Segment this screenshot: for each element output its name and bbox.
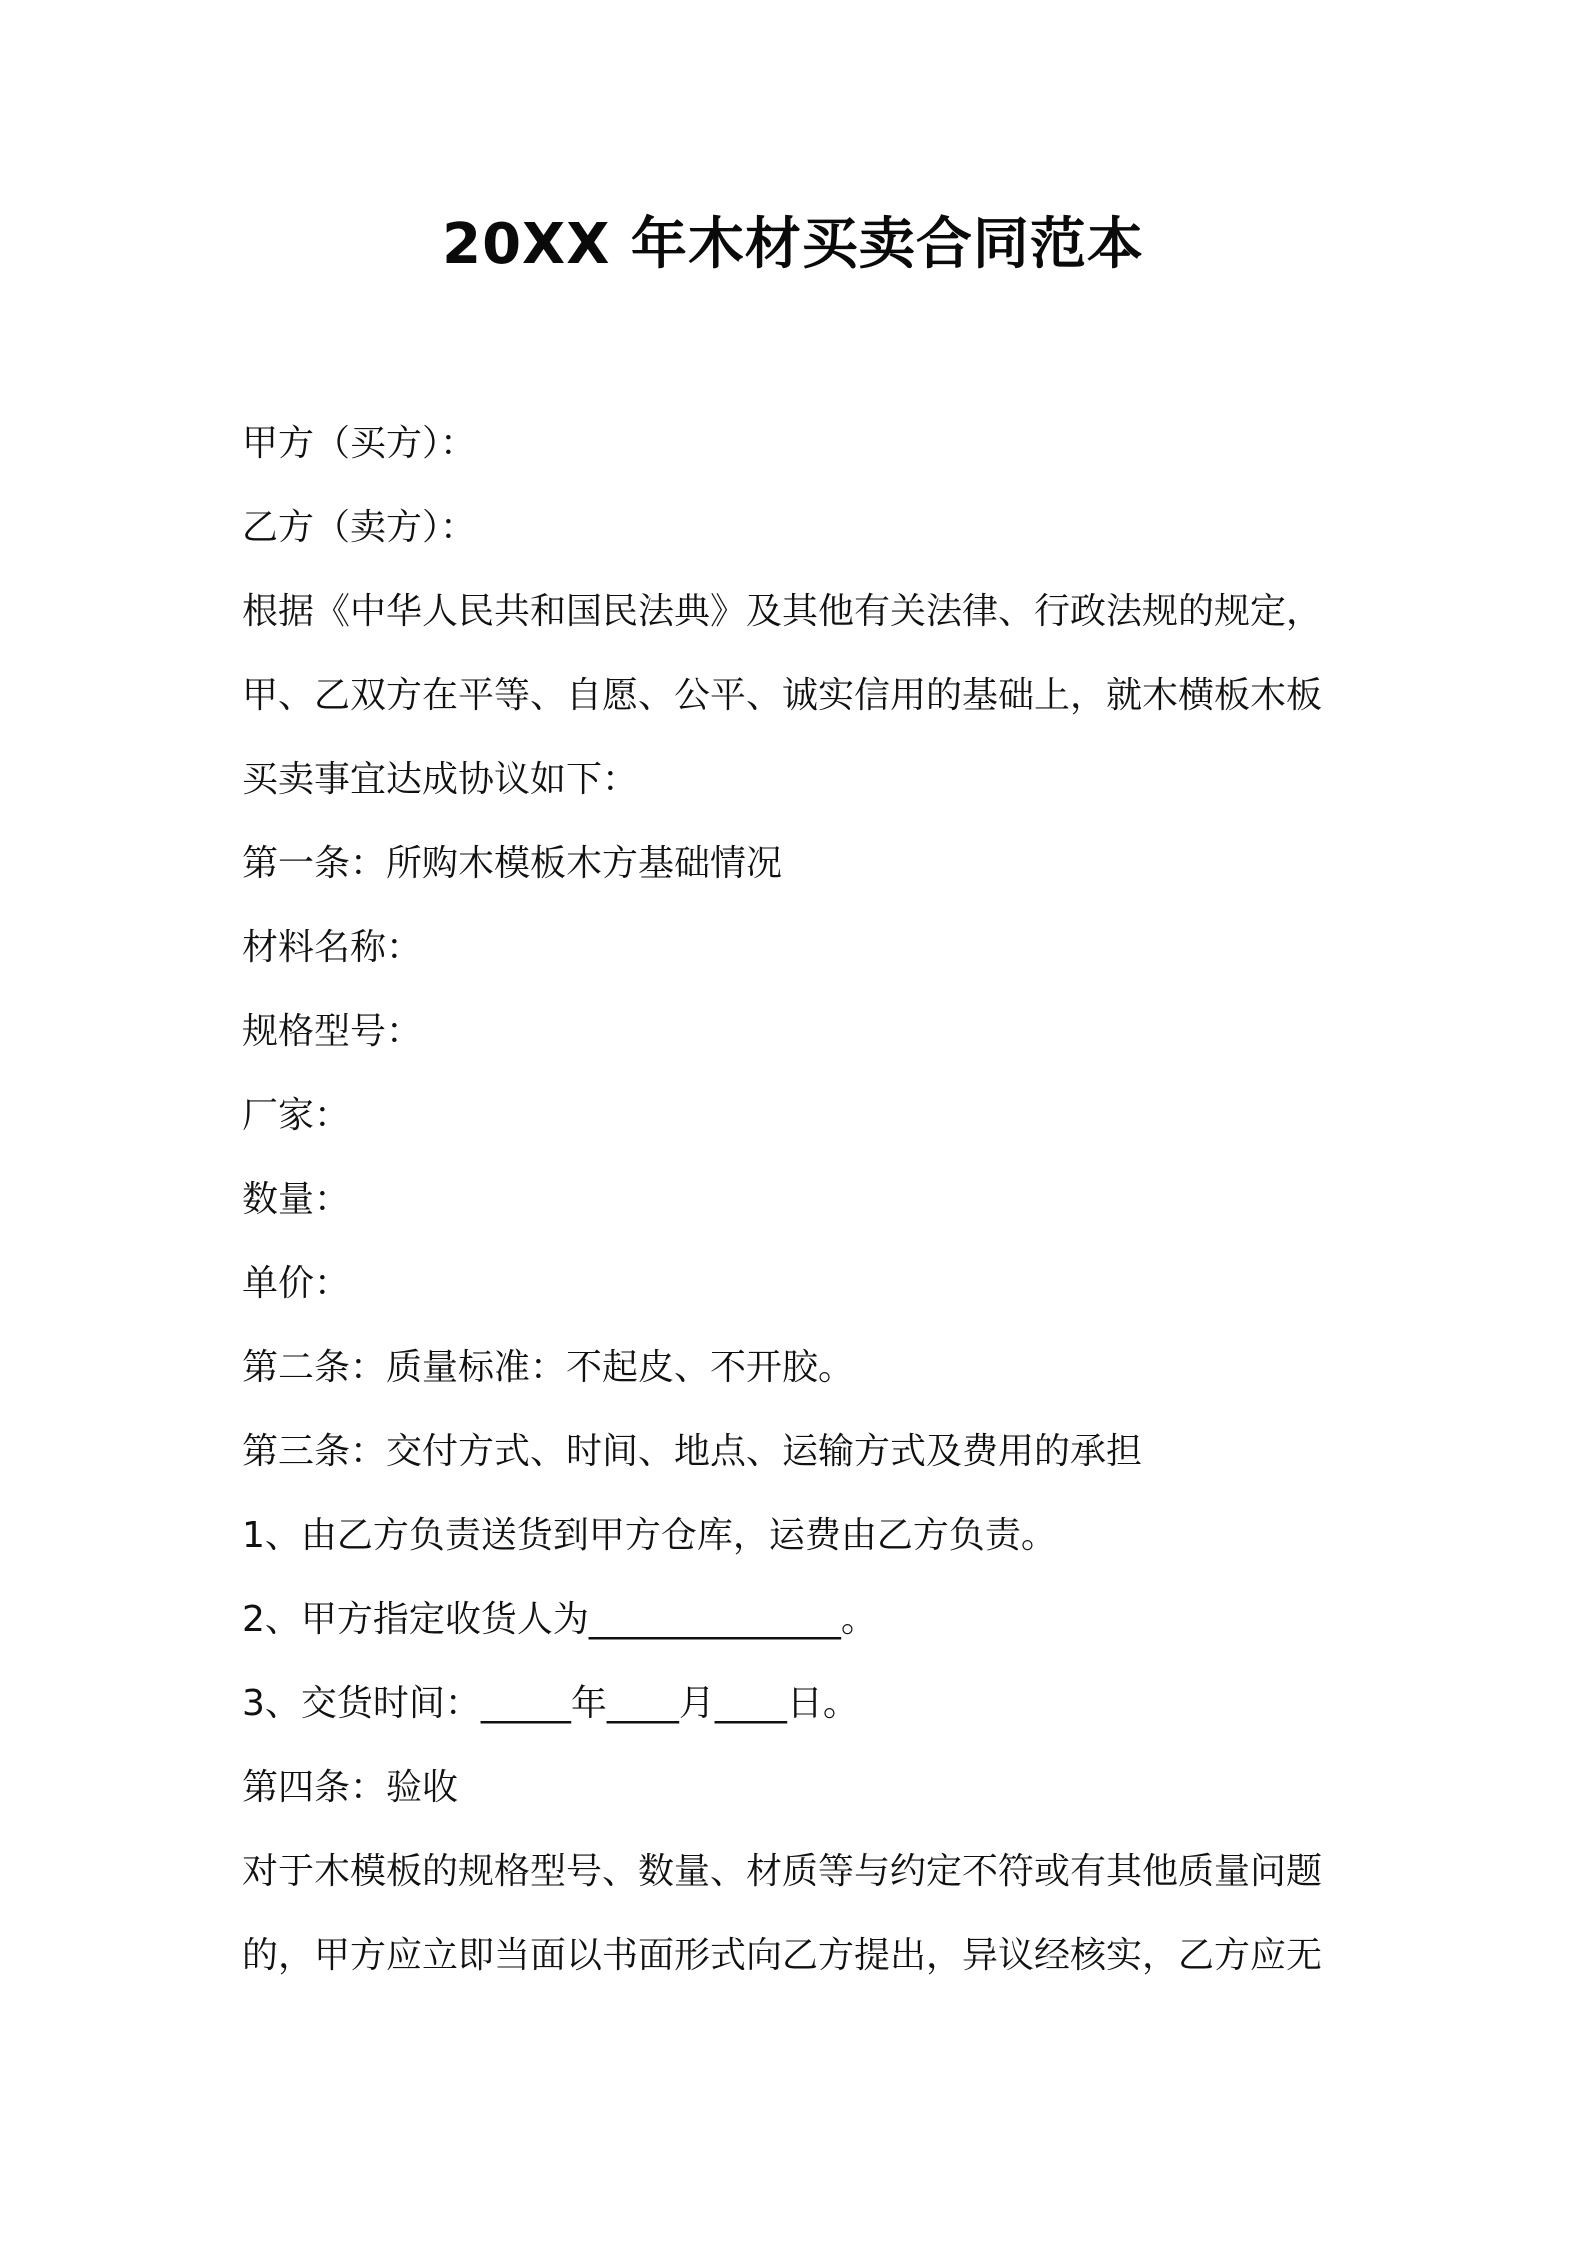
preamble-line-1: 根据《中华人民共和国民法典》及其他有关法律、行政法规的规定，	[242, 591, 1323, 632]
article-3-item-2: 2、甲方指定收货人为______________。	[242, 1599, 877, 1640]
article-4-text-2: 的，甲方应立即当面以书面形式向乙方提出，异议经核实，乙方应无	[242, 1935, 1323, 1976]
material-name-line: 材料名称：	[242, 927, 423, 968]
preamble-line-2: 甲、乙双方在平等、自愿、公平、诚实信用的基础上，就木横板木板	[242, 675, 1323, 716]
party-b-line: 乙方（卖方）：	[242, 507, 477, 548]
article-3-item-3: 3、交货时间：_____年____月____日。	[242, 1683, 859, 1724]
specification-line: 规格型号：	[242, 1011, 423, 1052]
unit-price-line: 单价：	[242, 1263, 351, 1304]
article-3-heading: 第三条：交付方式、时间、地点、运输方式及费用的承担	[242, 1431, 1143, 1472]
document-title: 20XX 年木材买卖合同范本	[442, 212, 1144, 277]
contract-body	[242, 402, 1362, 1998]
quantity-line: 数量：	[242, 1179, 351, 1220]
preamble-line-3: 买卖事宜达成协议如下：	[242, 759, 639, 800]
article-1-heading: 第一条：所购木模板木方基础情况	[242, 843, 783, 884]
party-a-line: 甲方（买方）：	[242, 423, 477, 464]
article-4-text-1: 对于木模板的规格型号、数量、材质等与约定不符或有其他质量问题	[242, 1851, 1323, 1892]
manufacturer-line: 厂家：	[242, 1095, 351, 1136]
article-3-item-1: 1、由乙方负责送货到甲方仓库，运费由乙方负责。	[242, 1515, 1057, 1556]
article-2-line: 第二条：质量标准：不起皮、不开胶。	[242, 1347, 855, 1388]
article-4-heading: 第四条：验收	[242, 1767, 459, 1808]
